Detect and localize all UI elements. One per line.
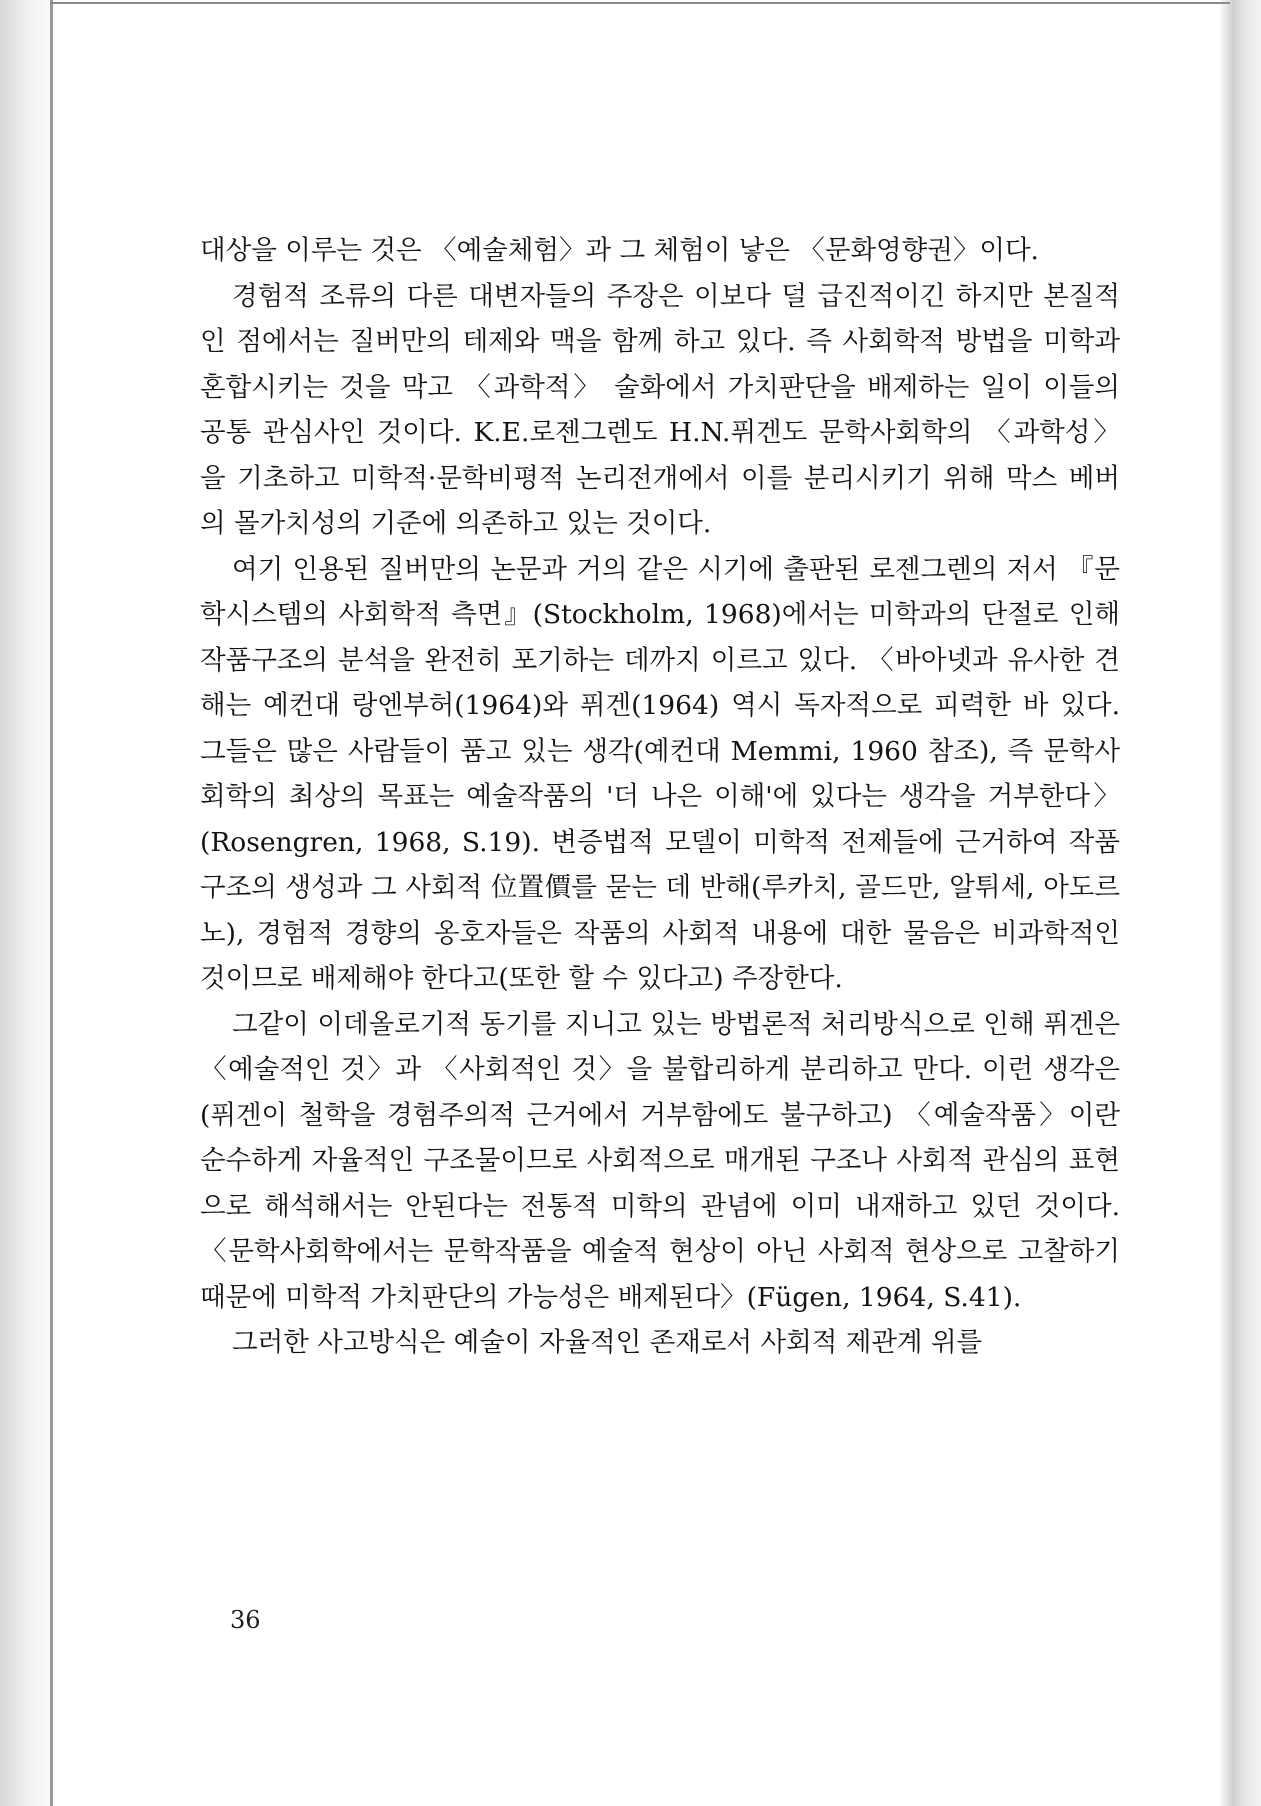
paragraph-1: 대상을 이루는 것은 〈예술체험〉과 그 체험이 낳은 〈문화영향권〉이다. [200,235,1039,266]
book-right-edge-shadow [1219,0,1261,1806]
paragraph-3: 여기 인용된 질버만의 논문과 거의 같은 시기에 출판된 로젠그렌의 저서 『문학시스템의 사회학적 측면』(Stockholm, 1968)에서는 미학과의 단절로 인해 작품구조의 분석을 완전히 포기하는 데까지 이르고 있다. 〈바아넷과 유사한 견해는 예컨대 랑엔부허(1964)와 퓌겐(1964) 역시 독자적으로 피력한 바 있다. 그들은 많은 사람들이 품고 있는 생각(예컨대 Memmi, 1960 참조), 즉 문학사회학의 최상의 목표는 예술작품의 '더 나은 이해'에 있다는 생각을 거부한다〉(Rosengren, 1968, S.19). 변증법적 모델이 미학적 전제들에 근거하여 작품구조의 생성과 그 사회적 位置價를 묻는 데 반해(루카치, 골드만, 알튀세, 아도르노), 경험적 경향의 옹호자들은 작품의 사회적 내용에 대한 물음은 비과학적인 것이므로 배제해야 한다고(또한 할 수 있다고) 주장한다. [200,553,1120,994]
paragraph-4: 그같이 이데올로기적 동기를 지니고 있는 방법론적 처리방식으로 인해 퓌겐은 〈예술적인 것〉과 〈사회적인 것〉을 불합리하게 분리하고 만다. 이런 생각은(퓌겐이 철학을 경험주의적 근거에서 거부함에도 불구하고) 〈예술작품〉이란 순수하게 자율적인 구조물이므로 사회적으로 매개된 구조나 사회적 관심의 표현으로 해석해서는 안된다는 전통적 미학의 관념에 이미 내재하고 있던 것이다. 〈문학사회학에서는 문학작품을 예술적 현상이 아닌 사회적 현상으로 고찰하기 때문에 미학적 가치판단의 가능성은 배제된다〉(Fügen, 1964, S.41). [200,1008,1120,1313]
paragraph-2: 경험적 조류의 다른 대변자들의 주장은 이보다 덜 급진적이긴 하지만 본질적인 점에서는 질버만의 테제와 맥을 함께 하고 있다. 즉 사회학적 방법을 미학과 혼합시키는 것을 막고 〈과학적〉 술화에서 가치판단을 배제하는 일이 이들의 공통 관심사인 것이다. K.E.로젠그렌도 H.N.퓌겐도 문학사회학의 〈과학성〉을 기초하고 미학적·문학비평적 논리전개에서 이를 분리시키기 위해 막스 베버의 몰가치성의 기준에 의존하고 있는 것이다. [200,280,1120,539]
page-number: 36 [230,1606,261,1634]
page-left-border [50,0,53,1806]
paragraph-5: 그러한 사고방식은 예술이 자율적인 존재로서 사회적 제관계 위를 [232,1327,983,1358]
page-top-border [50,2,1230,4]
body-text [200,228,1120,1366]
